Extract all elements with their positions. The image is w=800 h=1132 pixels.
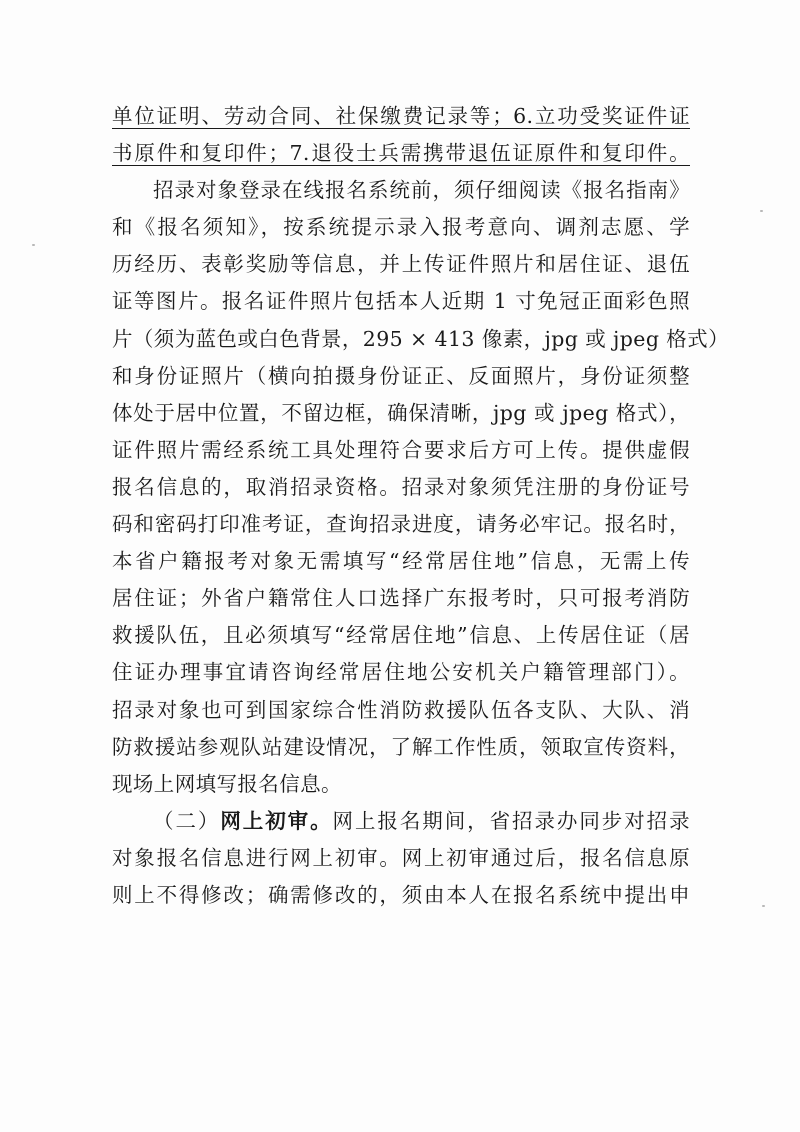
text-line: 书原件和复印件；7.退役士兵需携带退伍证原件和复印件。 — [112, 141, 690, 166]
scan-mark — [32, 244, 35, 246]
text-line: 则上不得修改；确需修改的，须由本人在报名系统中提出申 — [112, 882, 690, 907]
text-line: 和身份证照片（横向拍摄身份证正、反面照片，身份证须整 — [112, 363, 690, 388]
text-line: 报名信息的，取消招录资格。招录对象须凭注册的身份证号 — [112, 474, 690, 499]
text-line: 居住证；外省户籍常住人口选择广东报考时，只可报考消防 — [112, 586, 690, 611]
section-number: （二） — [153, 808, 221, 833]
section-text: 网上报名期间，省招录办同步对招录 — [332, 808, 691, 833]
text-line: 历经历、表彰奖励等信息，并上传证件照片和居住证、退伍 — [112, 252, 690, 277]
text-line: 体处于居中位置，不留边框，确保清晰，jpg 或 jpeg 格式）， — [112, 400, 690, 425]
text-line: 证件照片需经系统工具处理符合要求后方可上传。提供虚假 — [112, 437, 690, 462]
body-text — [112, 98, 729, 914]
scan-mark — [762, 905, 765, 907]
text-line: 单位证明、劳动合同、社保缴费记录等；6.立功受奖证件证 — [112, 104, 690, 128]
text-line: 码和密码打印准考证，查询招录进度，请务必牢记。报名时， — [112, 512, 690, 537]
text-line: 救援队伍，且必须填写“经常居住地”信息、上传居住证（居 — [112, 623, 690, 648]
scan-mark — [760, 210, 763, 212]
text-line: 对象报名信息进行网上初审。网上初审通过后，报名信息原 — [112, 845, 690, 870]
text-line: 住证办理事宜请咨询经常居住地公安机关户籍管理部门）。 — [112, 660, 690, 685]
text-line: 证等图片。报名证件照片包括本人近期 1 寸免冠正面彩色照 — [112, 289, 690, 314]
text-line: 片（须为蓝色或白色背景，295 × 413 像素，jpg 或 jpeg 格式） — [112, 326, 729, 351]
text-line: 招录对象也可到国家综合性消防救援队伍各支队、大队、消 — [112, 697, 690, 722]
text-line: 防救援站参观队站建设情况，了解工作性质，领取宣传资料， — [112, 734, 690, 759]
paragraph-start-line: 招录对象登录在线报名系统前，须仔细阅读《报名指南》 — [153, 178, 690, 203]
text-line: 和《报名须知》，按系统提示录入报考意向、调剂志愿、学 — [112, 215, 690, 240]
section-heading: 网上初审。 — [220, 808, 333, 833]
text-line: 现场上网填写报名信息。 — [112, 771, 342, 796]
text-line: 本省户籍报考对象无需填写“经常居住地”信息，无需上传 — [112, 549, 690, 574]
section-heading-line — [112, 803, 690, 840]
